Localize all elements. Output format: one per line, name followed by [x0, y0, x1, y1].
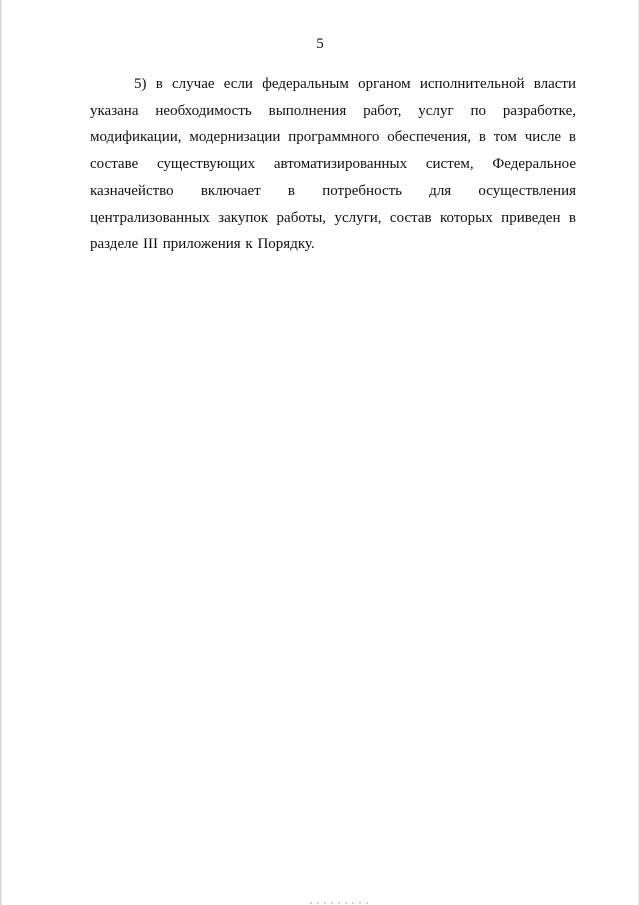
page-number: 5 [316, 36, 324, 52]
paragraph-item-5: 5) в случае если федеральным органом исполнительной власти указана необходимость выполнения работ, услуг по разработке, модификации, модернизации программного обеспечения, в том числе в составе существующих автоматизированных систем, Федеральное казначейство включает в потребность для осуществления централизованных закупок работы, услуги, состав которых приведен в разделе III приложения к Порядку. [90, 76, 576, 253]
scan-artifact [310, 902, 370, 904]
scan-left-edge [0, 0, 2, 905]
